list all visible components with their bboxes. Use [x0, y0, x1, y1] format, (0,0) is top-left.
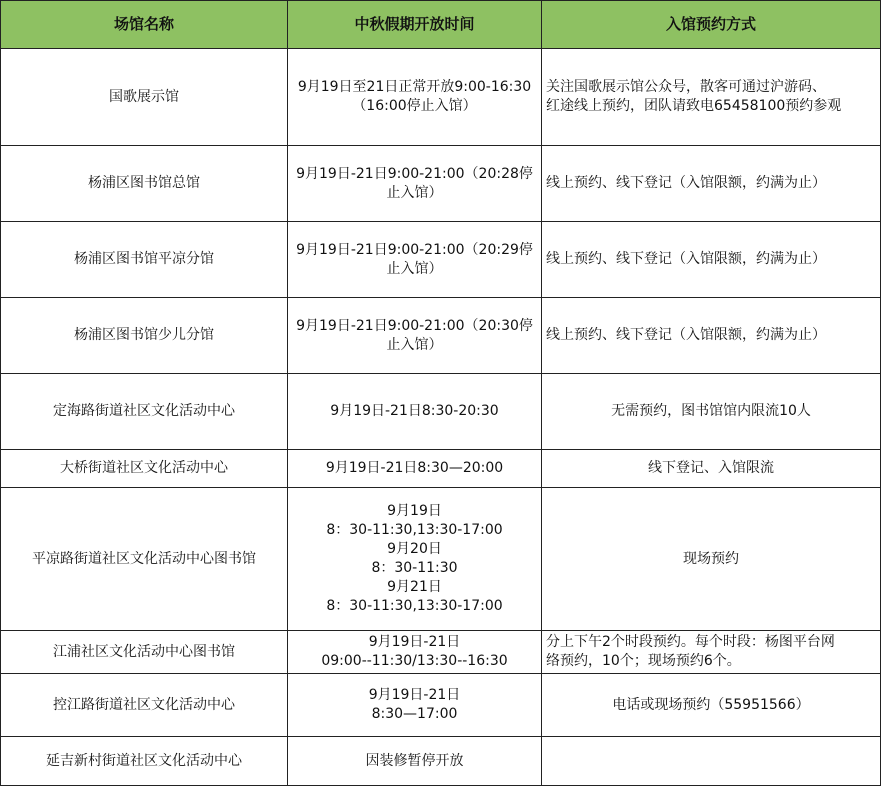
- hours-line: 9月19日至21日正常开放9:00-16:30: [297, 79, 532, 95]
- table-row: [1, 222, 881, 298]
- booking-method: [542, 146, 881, 222]
- booking-line: 现场预约: [683, 550, 739, 567]
- booking-method-empty: [542, 737, 881, 786]
- table-row: [1, 488, 881, 631]
- hours-line: 8:30—17:00: [371, 706, 458, 722]
- opening-hours: [288, 450, 542, 488]
- hours-line: 9月19日-21日8:30-20:30: [330, 403, 499, 419]
- venue-name: 杨浦区图书馆平凉分馆: [1, 222, 288, 298]
- booking-line: 红途线上预约，团队请致电65458100预约参观: [546, 98, 842, 114]
- table-row: [1, 631, 881, 674]
- hours-line: 止入馆）: [386, 336, 443, 353]
- booking-line: 分上下午2个时段预约。每个时段：杨图平台网: [546, 634, 835, 650]
- opening-hours: [288, 674, 542, 737]
- venue-name: 平凉路街道社区文化活动中心图书馆: [1, 488, 288, 631]
- venue-name: 江浦社区文化活动中心图书馆: [1, 631, 288, 674]
- venue-name: 杨浦区图书馆少儿分馆: [1, 298, 288, 374]
- table-row: [1, 674, 881, 737]
- header-row: [1, 1, 881, 49]
- opening-hours: [288, 374, 542, 450]
- booking-method: [542, 450, 881, 488]
- opening-hours: [288, 222, 542, 298]
- venue-name: 杨浦区图书馆总馆: [1, 146, 288, 222]
- header-booking-method: 入馆预约方式: [542, 1, 881, 49]
- booking-line: 络预约，10个；现场预约6个。: [546, 653, 741, 669]
- venue-name: 控江路街道社区文化活动中心: [1, 674, 288, 737]
- hours-line: 9月19日-21日8:30—20:00: [325, 460, 504, 476]
- booking-method: [542, 488, 881, 631]
- table-row: [1, 49, 881, 146]
- venue-name: 大桥街道社区文化活动中心: [1, 450, 288, 488]
- hours-line: 09:00--11:30/13:30--16:30: [321, 653, 508, 669]
- opening-hours: [288, 49, 542, 146]
- hours-line: 9月20日: [387, 541, 442, 557]
- opening-hours: [288, 298, 542, 374]
- hours-line: （16:00停止入馆）: [352, 98, 477, 114]
- header-venue-name: 场馆名称: [1, 1, 288, 49]
- booking-line: 线下登记、入馆限流: [648, 460, 774, 476]
- table-row: [1, 450, 881, 488]
- table-row: [1, 298, 881, 374]
- booking-line: 关注国歌展示馆公众号，散客可通过沪游码、: [546, 79, 826, 95]
- booking-line: 线上预约、线下登记（入馆限额，约满为止）: [546, 327, 826, 343]
- booking-method: [542, 674, 881, 737]
- booking-line: 无需预约，图书馆馆内限流10人: [611, 403, 811, 419]
- hours-line: 9月19日-21日9:00-21:00（20:29停: [296, 241, 533, 258]
- booking-method: [542, 631, 881, 674]
- booking-method: [542, 49, 881, 146]
- hours-line: 8：30-11:30,13:30-17:00: [326, 522, 503, 538]
- booking-method: [542, 298, 881, 374]
- hours-line: 9月19日-21日: [368, 687, 461, 703]
- booking-method: [542, 222, 881, 298]
- hours-line: 9月19日-21日9:00-21:00（20:28停: [296, 165, 533, 182]
- hours-line: 止入馆）: [386, 184, 443, 201]
- hours-line: 因装修暂停开放: [365, 752, 464, 769]
- opening-hours: [288, 488, 542, 631]
- hours-line: 9月19日: [387, 503, 442, 519]
- opening-hours: [288, 631, 542, 674]
- hours-line: 9月21日: [387, 579, 442, 595]
- venue-name: 定海路街道社区文化活动中心: [1, 374, 288, 450]
- hours-line: 9月19日-21日: [368, 634, 461, 650]
- table-row: [1, 374, 881, 450]
- venue-name: 国歌展示馆: [1, 49, 288, 146]
- hours-line: 9月19日-21日9:00-21:00（20:30停: [296, 317, 533, 334]
- venue-name: 延吉新村街道社区文化活动中心: [1, 737, 288, 786]
- booking-line: 线上预约、线下登记（入馆限额，约满为止）: [546, 251, 826, 267]
- booking-method: [542, 374, 881, 450]
- table-row: [1, 737, 881, 786]
- header-holiday-hours: 中秋假期开放时间: [288, 1, 542, 49]
- booking-line: 线上预约、线下登记（入馆限额，约满为止）: [546, 175, 826, 191]
- booking-line: 电话或现场预约（55951566）: [612, 696, 810, 713]
- hours-line: 8：30-11:30: [371, 560, 458, 576]
- opening-hours: [288, 146, 542, 222]
- opening-hours: [288, 737, 542, 786]
- hours-line: 8：30-11:30,13:30-17:00: [326, 598, 503, 614]
- table-row: [1, 146, 881, 222]
- hours-line: 止入馆）: [386, 260, 443, 277]
